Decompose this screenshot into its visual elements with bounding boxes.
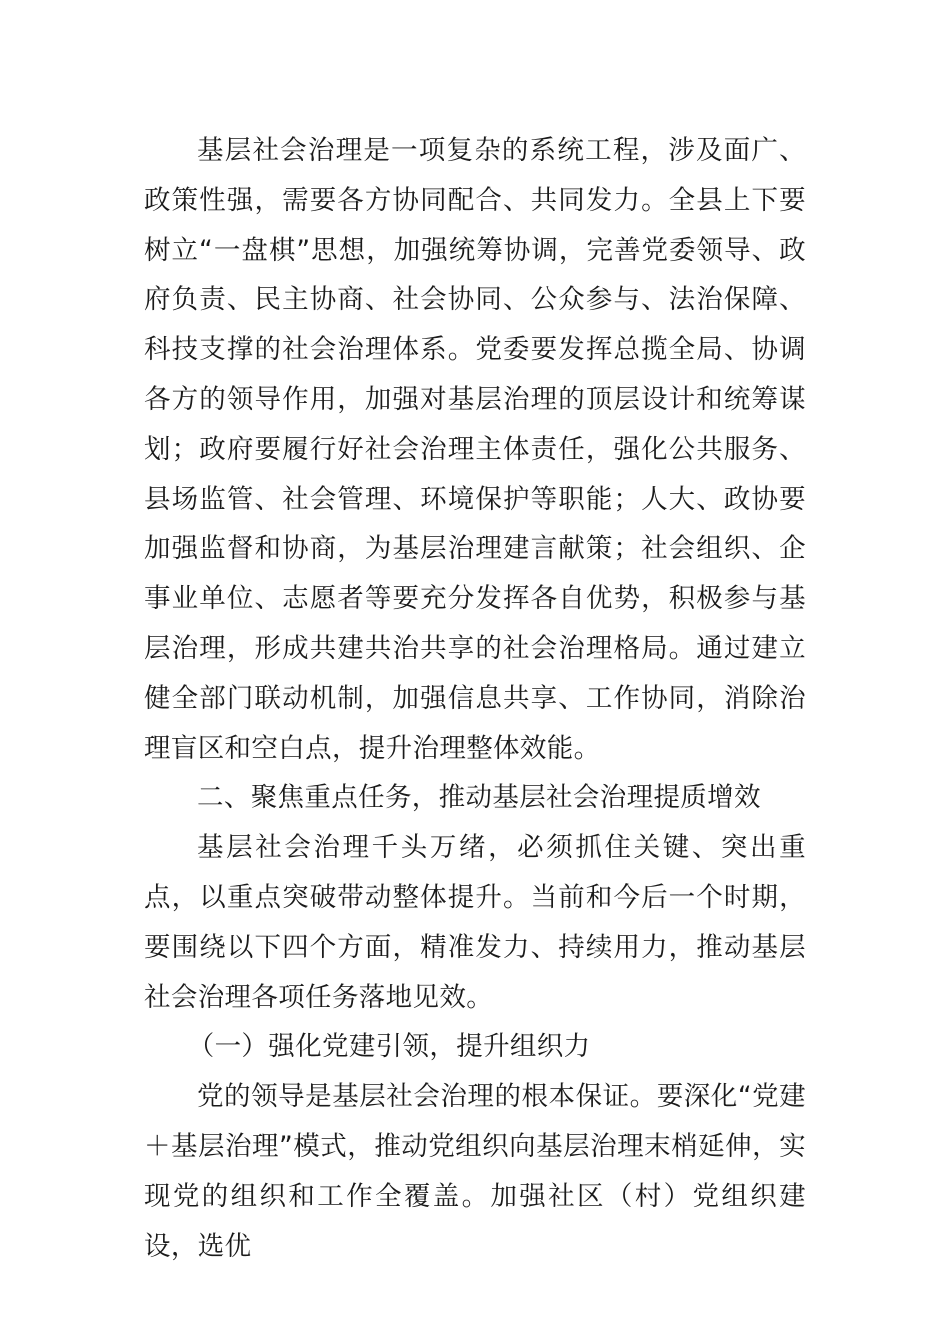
body-paragraph-party-leadership: 党的领导是基层社会治理的根本保证。要深化“党建＋基层治理”模式，推动党组织向基层治理末梢延伸，实现党的组织和工作全覆盖。加强社区（村）党组织建设，选优 xyxy=(144,1081,806,1262)
subsection-heading-party-building: （一）强化党建引领，提升组织力 xyxy=(187,1031,591,1063)
body-paragraph-coordination: 基层社会治理是一项复杂的系统工程，涉及面广、政策性强，需要各方协同配合、共同发力。全县上下要树立“一盘棋”思想，加强统筹协调，完善党委领导、政府负责、民主协商、社会协同、公众参与、法治保障、科技支撑的社会治理体系。党委要发挥总揽全局、协调各方的领导作用，加强对基层治理的顶层设计和统筹谋划；政府要履行好社会治理主体责任，强化公共服务、县场监管、社会管理、环境保护等职能；人大、政协要加强监督和协商，为基层治理建言献策；社会组织、企事业单位、志愿者等要充分发挥各自优势，积极参与基层治理，形成共建共治共享的社会治理格局。通过建立健全部门联动机制，加强信息共享、工作协同，消除治理盲区和空白点，提升治理整体效能。 xyxy=(144,135,806,764)
document-body xyxy=(144,126,806,1271)
body-paragraph-key-tasks: 基层社会治理千头万绪，必须抓住关键、突出重点，以重点突破带动整体提升。当前和今后一个时期，要围绕以下四个方面，精准发力、持续用力，推动基层社会治理各项任务落地见效。 xyxy=(144,832,806,1013)
section-heading-key-tasks: 二、聚焦重点任务，推动基层社会治理提质增效 xyxy=(197,782,761,814)
